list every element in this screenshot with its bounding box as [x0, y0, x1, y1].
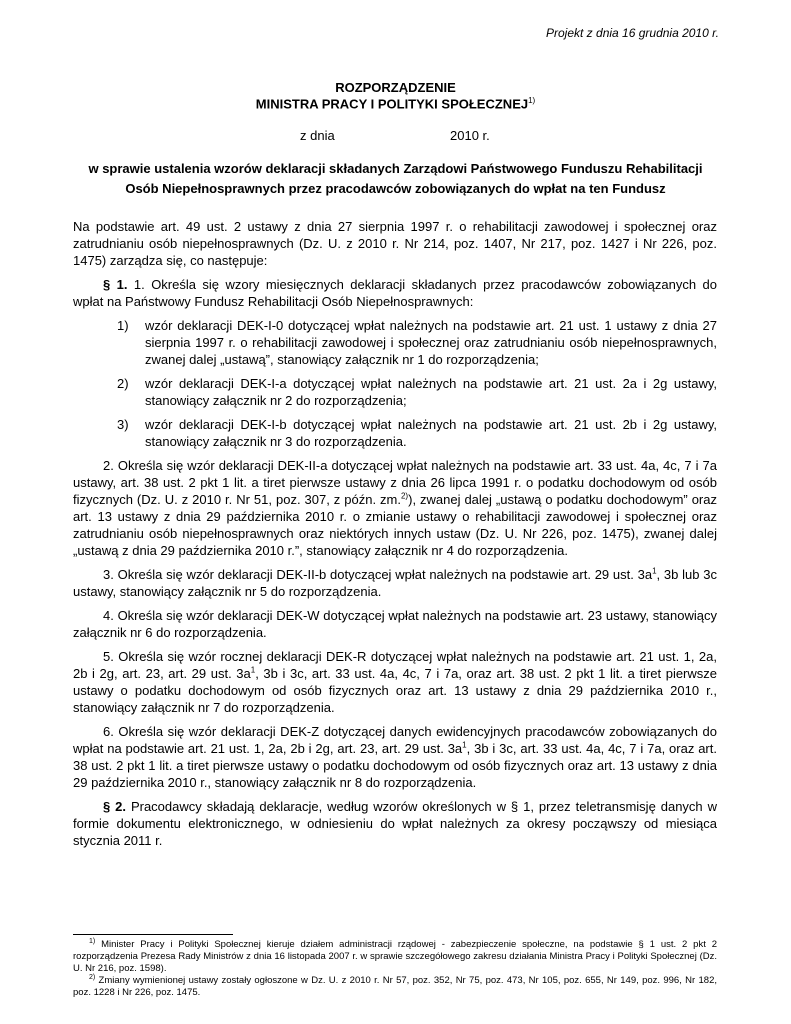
section-2-paragraph — [73, 798, 717, 849]
section-2-mark: § 2. — [103, 799, 127, 814]
section-1-paragraph-4: 4. Określa się wzór deklaracji DEK-W dotyczącej wpłat należnych na podstawie art. 23 ustawy, stanowiący załącznik nr 6 do rozporządzenia. — [73, 608, 717, 640]
subject-line-2: Osób Niepełnosprawnych przez pracodawców zobowiązanych do wpłat na ten Fundusz — [125, 181, 666, 196]
draft-date-note: Projekt z dnia 16 grudnia 2010 r. — [546, 26, 719, 40]
section-1-paragraph-2 — [73, 457, 717, 559]
declaration-list — [73, 317, 717, 450]
p3-text-a: 3. Określa się wzór deklaracji DEK-II-b dotyczącej wpłat należnych na podstawie art. 29 ust. 3a — [103, 567, 653, 582]
footnote-1-mark: 1) — [89, 937, 96, 945]
p6-text-b: , 3b i 3c, art. 33 ust. 4a, 4c, 7 i 7a, oraz art. 38 ust. 2 pkt 1 lit. a tiret pierwsze ustawy o podatku dochodowym od osób fizycznych oraz art. 13 ustawy z dnia 29 października 2010 r., stanowiący załącznik nr 8 do rozporządzenia. — [73, 741, 717, 790]
footnote-ref-2: 2) — [400, 491, 409, 501]
date-year: 2010 r. — [450, 128, 490, 143]
section-1-mark: § 1. — [103, 277, 128, 292]
document-body — [73, 218, 717, 856]
footnote-2-text: Zmiany wymienionej ustawy zostały ogłoszone w Dz. U. z 2010 r. Nr 57, poz. 352, Nr 75, poz. 473, Nr 105, poz. 655, Nr 149, poz. 996, Nr 182, poz. 1228 i Nr 226, poz. 1475. — [73, 975, 717, 998]
superscript-1: 1 — [652, 566, 657, 576]
list-item-number: 1) — [117, 318, 129, 333]
list-item-number: 3) — [117, 417, 129, 432]
preamble: Na podstawie art. 49 ust. 2 ustawy z dnia 27 sierpnia 1997 r. o rehabilitacji zawodowej i społecznej oraz zatrudnianiu osób niepełnosprawnych (Dz. U. z 2010 r. Nr 214, poz. 1407, Nr 217, poz. 1427 i Nr 226, poz. 1475) zarządza się, co następuje: — [73, 219, 717, 268]
section-1-paragraph-3 — [73, 566, 717, 600]
p2-text-b: ), zwanej dalej „ustawą o podatku dochodowym” oraz art. 13 ustawy z dnia 29 października 2010 r. o zmianie ustawy o rehabilitacji zawodowej i społecznej oraz zatrudnianiu osób niepełnosprawnych oraz niektórych innych ustaw (Dz. U. Nr 226, poz. 1475), zwanej dalej „ustawą z dnia 29 października 2010 r.”, stanowiący załącznik nr 4 do rozporządzenia. — [73, 492, 717, 558]
section-1-paragraph-5 — [73, 648, 717, 716]
regulation-title: ROZPORZĄDZENIE — [335, 80, 456, 95]
list-item — [73, 375, 717, 409]
subject-line-1: w sprawie ustalenia wzorów deklaracji składanych Zarządowi Państwowego Funduszu Rehabilitacji — [88, 161, 703, 176]
p6-text-a: 6. Określa się wzór deklaracji DEK-Z dotyczącej danych ewidencyjnych pracodawców zobowiązanych do wpłat na podstawie art. 21 ust. 1, 2a, 2b i 2g, art. 23, art. 29 ust. 3a — [73, 724, 717, 756]
list-item — [73, 416, 717, 450]
footnote-divider — [73, 934, 233, 935]
ministry-title-text: MINISTRA PRACY I POLITYKI SPOŁECZNEJ — [255, 96, 529, 112]
footnote-1-text: Minister Pracy i Polityki Społecznej kieruje działem administracji rządowej - zabezpieczenie społeczne, na podstawie § 1 ust. 2 pkt 2 rozporządzenia Prezesa Rady Ministrów z dnia 16 listopada 2007 r. w sprawie szczegółowego zakresu działania Ministra Pracy i Polityki Społecznej (Dz. U. Nr 216, poz. 1598). — [73, 939, 717, 974]
footnote-2 — [73, 975, 717, 999]
superscript-1: 1 — [462, 740, 467, 750]
ministry-title — [0, 96, 791, 111]
p2-text-a: 2. Określa się wzór deklaracji DEK-II-a dotyczącej wpłat należnych na podstawie art. 33 ust. 4a, 4c, 7 i 7a ustawy, art. 38 ust. 2 pkt 1 lit. a tiret pierwsze ustawy z dnia 26 lipca 1991 r. o podatku dochodowym od osób fizycznych (Dz. U. z 2010 r. Nr 51, poz. 307, z późn. zm. — [73, 458, 717, 507]
section-1-paragraph-6 — [73, 723, 717, 791]
p5-text-a: 5. Określa się wzór rocznej deklaracji DEK-R dotyczącej wpłat należnych na podstawie art. 21 ust. 1, 2a, 2b i 2g, art. 23, art. 29 ust. 3a — [73, 649, 717, 681]
footnotes — [73, 939, 717, 999]
list-item-text: wzór deklaracji DEK-I-b dotyczącej wpłat należnych na podstawie art. 21 ust. 2b i 2g ustawy, stanowiący załącznik nr 3 do rozporządzenia. — [145, 417, 717, 449]
footnote-1 — [73, 939, 717, 975]
p5-text-b: , 3b i 3c, art. 33 ust. 4a, 4c, 7 i 7a, oraz art. 38 ust. 2 pkt 1 lit. a tiret pierwsze ustawy o podatku dochodowym od osób fizycznych oraz art. 13 ustawy z dnia 29 października 2010 r., stanowiący załącznik nr 7 do rozporządzenia. — [73, 666, 718, 715]
regulation-subject — [80, 159, 711, 199]
section-2-text: Pracodawcy składają deklaracje, według wzorów określonych w § 1, przez teletransmisję danych w formie dokumentu elektronicznego, w odniesieniu do wpłat należnych za okresy począwszy od miesiąca stycznia 2011 r. — [73, 799, 717, 848]
section-1-paragraph-1 — [73, 276, 717, 310]
p3-text-b: , 3b lub 3c ustawy, stanowiący załącznik nr 5 do rozporządzenia. — [73, 567, 717, 599]
date-prefix: z dnia — [300, 128, 335, 143]
superscript-1: 1 — [250, 665, 256, 675]
list-item-text: wzór deklaracji DEK-I-0 dotyczącej wpłat należnych na podstawie art. 21 ust. 1 ustawy z dnia 27 sierpnia 1997 r. o rehabilitacji zawodowej i społecznej oraz zatrudnianiu osób niepełnosprawnych, zwanej dalej „ustawą”, stanowiący załącznik nr 1 do rozporządzenia; — [145, 318, 717, 367]
section-1-p1-text: 1. Określa się wzory miesięcznych deklaracji składanych przez pracodawców zobowiązanych do wpłat na Państwowy Fundusz Rehabilitacji Osób Niepełnosprawnych: — [73, 277, 717, 309]
list-item-number: 2) — [117, 376, 129, 391]
footnote-ref-1: 1) — [528, 96, 536, 105]
footnote-2-mark: 2) — [89, 973, 96, 981]
list-item-text: wzór deklaracji DEK-I-a dotyczącej wpłat należnych na podstawie art. 21 ust. 2a i 2g ustawy, stanowiący załącznik nr 2 do rozporządzenia; — [145, 376, 717, 408]
list-item — [73, 317, 717, 368]
